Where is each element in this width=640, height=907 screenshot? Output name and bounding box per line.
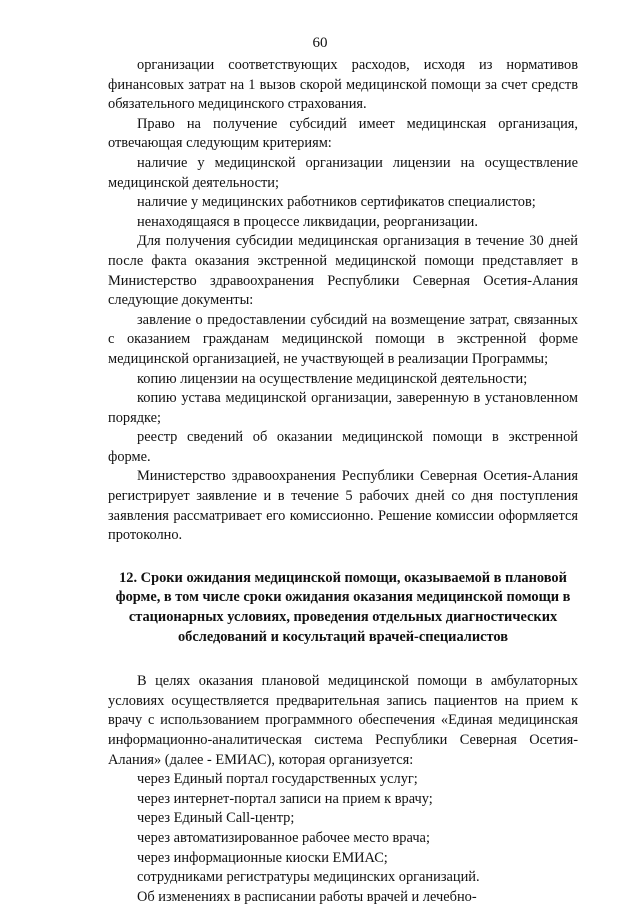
paragraph: Для получения субсидии медицинская организация в течение 30 дней после факта оказания экстренной медицинской помощи представляет в Министерство здравоохранения Республики Северная Осетия-Алания следующие документы:	[108, 233, 578, 309]
list-item: наличие у медицинских работников сертификатов специалистов;	[137, 194, 536, 211]
list-item: сотрудниками регистратуры медицинских организаций.	[137, 869, 480, 886]
list-item: через информационные киоски ЕМИАС;	[137, 849, 388, 866]
list-item: копию лицензии на осуществление медицинской деятельности;	[137, 370, 528, 387]
paragraph: Министерство здравоохранения Республики Северная Осетия-Алания регистрирует заявление и в течение 5 рабочих дней со дня поступления заявления рассматривает его комиссионно. Решение комиссии оформляется протоколно.	[108, 468, 578, 544]
list-item: через автоматизированное рабочее место врача;	[137, 829, 430, 846]
list-item: наличие у медицинской организации лицензии на осуществление медицинской деятельности;	[108, 154, 578, 191]
page-number: 60	[312, 35, 328, 51]
paragraph: Право на получение субсидий имеет медицинская организация, отвечающая следующим критериям:	[108, 115, 578, 152]
paragraph: организации соответствующих расходов, исходя из нормативов финансовых затрат на 1 вызов скорой медицинской помощи за счет средств обязательного медицинского страхования.	[108, 57, 578, 113]
page-body	[108, 56, 578, 907]
list-item: ненаходящаяся в процессе ликвидации, реорганизации.	[137, 213, 478, 230]
list-item: завление о предоставлении субсидий на возмещение затрат, связанных с оказанием гражданам медицинской помощи в экстренной форме медицинской организацией, не участвующей в реализации Программы;	[108, 311, 578, 367]
list-item: копию устава медицинской организации, заверенную в установленном порядке;	[108, 390, 578, 426]
list-item: через Единый портал государственных услуг;	[137, 771, 418, 788]
paragraph: В целях оказания плановой медицинской помощи в амбулаторных условиях осуществляется предварительная запись пациентов на прием к врачу с использованием программного обеспечения «Единая медицинская информационно-аналитическая система Республики Северная Осетия-Алания» (далее - ЕМИАС), которая организуется:	[108, 673, 578, 768]
section-heading: 12. Сроки ожидания медицинской помощи, оказываемой в плановой форме, в том числе сроки ожидания оказания медицинской помощи в стационарных условиях, проведения отдельных диагностических обследований и косультаций врачей-специалистов	[115, 569, 571, 645]
paragraph: Об изменениях в расписании работы врачей и лечебно-	[137, 888, 477, 905]
list-item: через интернет-портал записи на прием к врачу;	[137, 790, 433, 807]
list-item: через Единый Call-центр;	[137, 810, 295, 827]
list-item: реестр сведений об оказании медицинской помощи в экстренной форме.	[108, 429, 578, 465]
